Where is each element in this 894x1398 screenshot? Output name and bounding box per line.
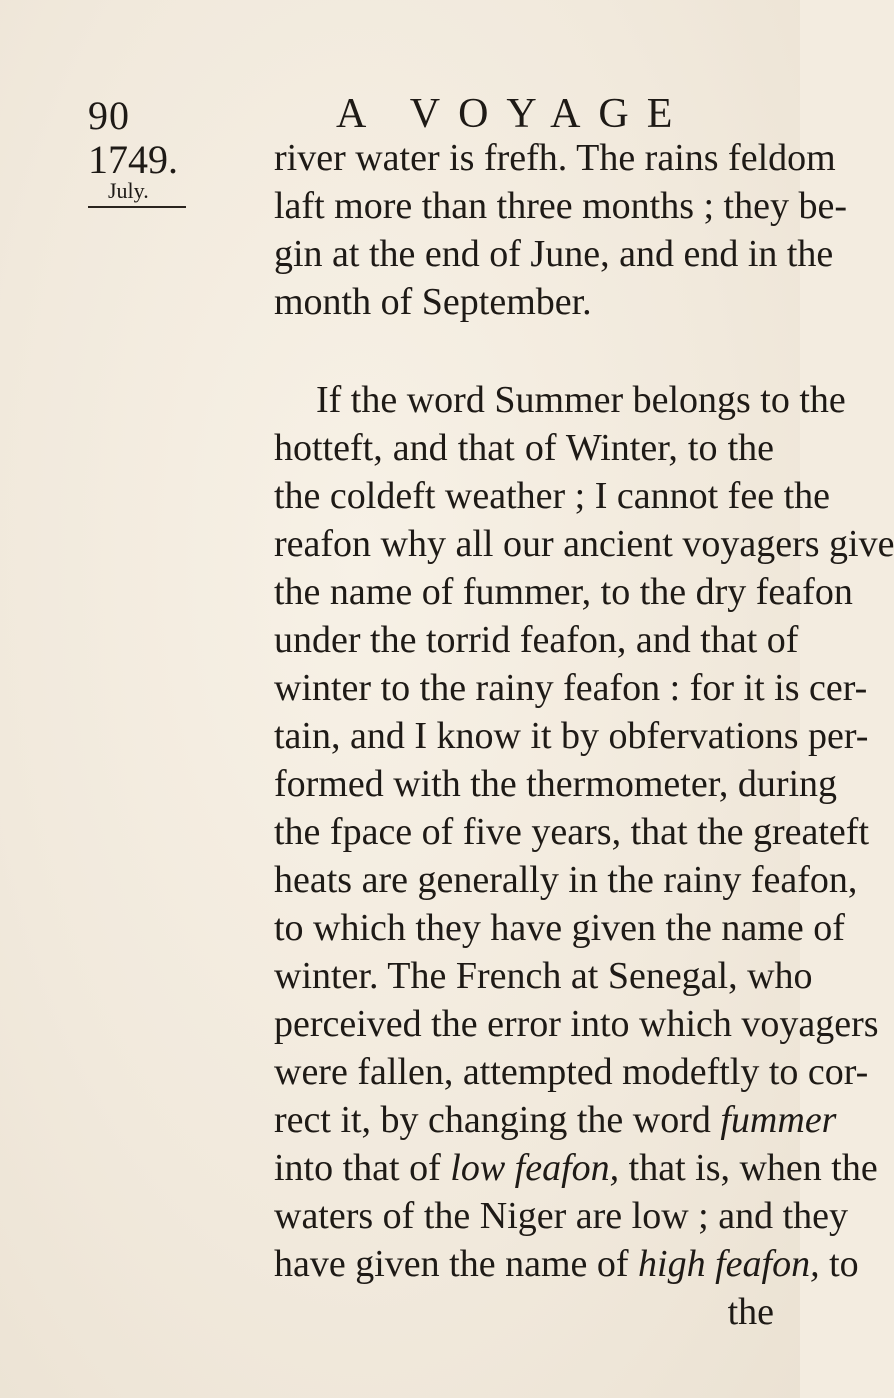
margin-note-month: July. xyxy=(108,178,149,203)
margin-rule xyxy=(88,206,186,208)
text-line: the coldeft weather ; I cannot fee the xyxy=(274,475,830,517)
text-segment: into that of xyxy=(274,1147,441,1189)
catchword: the xyxy=(727,1291,774,1333)
text-line: the name of fummer, to the dry feafon xyxy=(274,571,853,613)
italic-phrase: low feafon, xyxy=(450,1147,620,1189)
text-line: winter to the rainy feafon : for it is cer- xyxy=(274,667,868,709)
text-line xyxy=(274,1240,859,1288)
italic-word: fummer xyxy=(720,1099,837,1141)
text-line: laft more than three months ; they be- xyxy=(274,185,847,227)
text-line: perceived the error into which voyagers xyxy=(274,1003,879,1045)
text-line: waters of the Niger are low ; and they xyxy=(274,1195,849,1237)
text-line: hotteft, and that of Winter, to the xyxy=(274,427,774,469)
text-line: reafon why all our ancient voyagers give xyxy=(274,523,894,565)
text-line: under the torrid feafon, and that of xyxy=(274,619,799,661)
text-line: tain, and I know it by obfervations per- xyxy=(274,715,869,757)
italic-phrase: high feafon, xyxy=(638,1243,820,1285)
text-line: If the word Summer belongs to the xyxy=(316,379,846,421)
text-line: gin at the end of June, and end in the xyxy=(274,233,834,275)
text-line: to which they have given the name of xyxy=(274,907,845,949)
text-line: the fpace of five years, that the greateft xyxy=(274,811,870,853)
text-segment: have given the name of xyxy=(274,1243,629,1285)
text-line: were fallen, attempted modeftly to cor- xyxy=(274,1051,869,1093)
text-line xyxy=(274,1096,837,1144)
text-segment: to xyxy=(829,1243,859,1285)
margin-note-year: 1749. xyxy=(88,137,178,182)
text-line: winter. The French at Senegal, who xyxy=(274,955,813,997)
text-line: month of September. xyxy=(274,281,592,323)
text-line xyxy=(274,1144,878,1192)
text-segment: rect it, by changing the word xyxy=(274,1099,711,1141)
text-line: formed with the thermometer, during xyxy=(274,763,838,805)
text-line: heats are generally in the rainy feafon, xyxy=(274,859,858,901)
text-line: river water is frefh. The rains feldom xyxy=(274,137,836,179)
text-segment: that is, when the xyxy=(628,1147,878,1189)
page-number: 90 xyxy=(88,93,130,138)
running-title: A VOYAGE xyxy=(336,91,691,137)
